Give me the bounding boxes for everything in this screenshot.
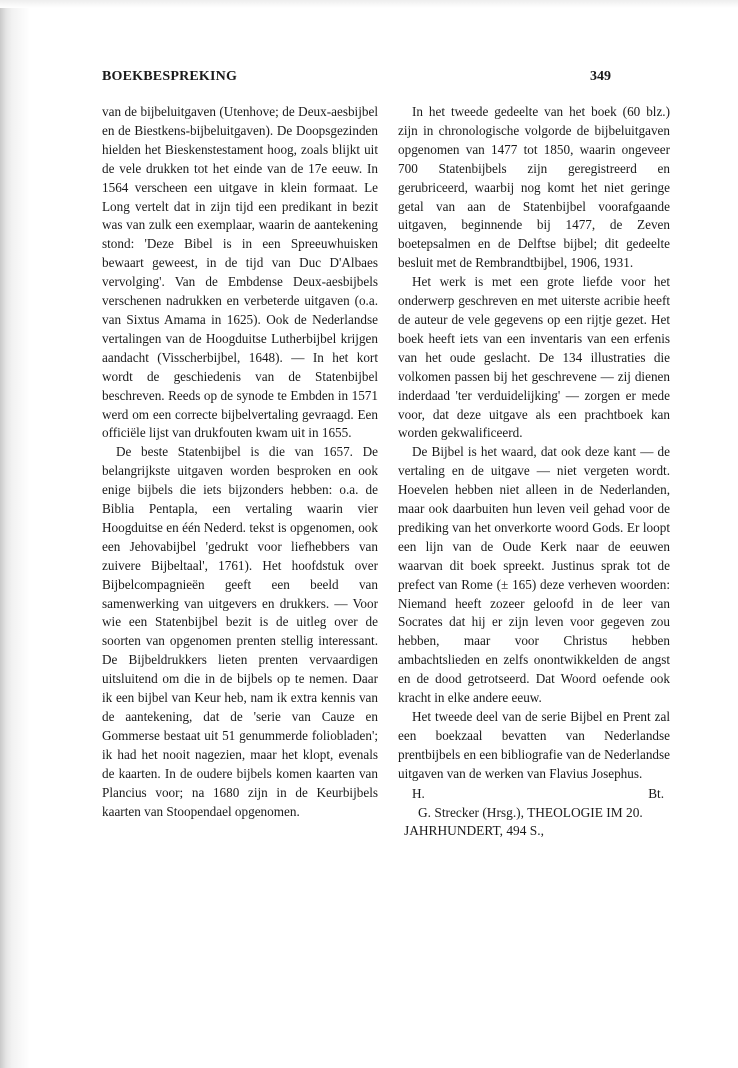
review-signature <box>398 784 670 804</box>
page-number: 349 <box>590 69 611 84</box>
paragraph: In het tweede gedeelte van het boek (60 blz.) zijn in chronologische volgorde de bijbeluitgaven opgenomen van 1477 tot 1850, waarin ongeveer 700 Statenbijbels zijn geregistreerd en gerubriceerd, waarbij nog komt het niet geringe getal van aan de Statenbijbel voorafgaande uitgaven, beginnende bij 1477, de Zeven boetepsalmen en de Delftse bijbel; dit gedeelte besluit met de Rembrandtbijbel, 1906, 1931. <box>398 104 670 271</box>
paragraph: Het werk is met een grote liefde voor het onderwerp geschreven en met uiterste acribie heeft de auteur de vele gegevens op een rijtje gezet. Het boek heeft iets van een inventaris van een erfenis van het oude geslacht. De 134 illustraties die volkomen passen bij het geschrevene — zij dienen inderdaad 'ter verduidelijking' — zorgen er mede voor, dat deze uitgave als een prachtboek kan worden gekwalificeerd. <box>398 274 670 441</box>
signature-author: Bt. <box>648 785 664 801</box>
paragraph: De Bijbel is het waard, dat ook deze kant — de vertaling en de uitgave — niet vergeten wordt. Hoevelen hebben niet alleen in de Nederlanden, maar ook daarbuiten hun leven veil gehad voor de prediking van het onverkorte woord Gods. Er loopt een lijn van de Oude Kerk naar de eeuwen waarvan dit boek spreekt. Justinus sprak tot de prefect van Rome (± 165) deze verheven woorden: Niemand heeft zozeer geloofd in de leer van Socrates dat hij er zijn leven voor gegeven zou hebben, maar voor Christus hebben ambachtslieden en zelfs onontwikkelden de angst en de dood getrotseerd. Dat Woord oefende ook kracht in elke andere eeuw. <box>398 444 670 706</box>
signature-initial: H. <box>412 785 425 801</box>
scan-shadow-top <box>0 0 738 8</box>
running-header-title: BOEKBESPREKING <box>102 69 238 84</box>
right-column <box>398 103 670 841</box>
next-review-heading: G. Strecker (Hrsg.), THEOLOGIE IM 20. JAHRHUNDERT, 494 S., <box>404 804 643 839</box>
paragraph: Het tweede deel van de serie Bijbel en Prent zal een boekzaal bevatten van Nederlandse prentbijbels en een bibliografie van de Nederlandse uitgaven van de werken van Flavius Josephus. <box>398 709 670 781</box>
left-column <box>102 103 378 821</box>
scan-shadow <box>0 0 34 1068</box>
paragraph: De beste Statenbijbel is die van 1657. De belangrijkste uitgaven worden besproken en ook enige bijbels die iets bijzonders hebben: o.a. de Biblia Pentapla, een vertaling waarin vier Hoogduitse en één Nederd. tekst is opgenomen, ook een Jehovabijbel 'gedrukt voor liefhebbers van zuivere Bijbeltaal', 1761). Het hoofdstuk over Bijbelcompagnieën geeft een beeld van samenwerking van uitgevers en drukkers. — Voor wie een Statenbijbel bezit is de uitleg over de soorten van opgenomen prenten stellig interessant. De Bijbeldrukkers lieten prenten vervaardigen uitsluitend om die in de bijbels op te nemen. Daar ik een bijbel van Keur heb, nam ik extra kennis van de aantekening, dat de 'serie van Cauze en Gommerse bestaat uit 51 genummerde foliobladen'; ik had het nooit nagezien, maar het klopt, evenals de kaarten. In de oudere bijbels komen kaarten van Plancius voor; na 1680 zijn in de Keurbijbels kaarten van Stoopendael opgenomen. <box>102 444 378 819</box>
paragraph: van de bijbeluitgaven (Utenhove; de Deux-aesbijbel en de Biestkens-bijbeluitgaven). De Doopsgezinden hielden het Bieskenstestament hoog, zoals blijkt uit de vele drukken tot het einde van de 17e eeuw. In 1564 verscheen een uitgave in klein formaat. Le Long vertelt dat in zijn tijd een predikant in bezit was van zulk een exemplaar, waarin de aantekening stond: 'Deze Bibel is in een Spreeuwhuisken bewaart geweest, in de tijd van Duc D'Albaes vervolging'. Van de Embdense Deux-aesbijbels verschenen nadrukken en verbeterde uitgaven (o.a. van Sixtus Amama in 1625). Ook de Nederlandse vertalingen van de Hoogduitse Lutherbijbel krijgen aandacht (Visscherbijbel, 1648). — In het kort wordt de geschiedenis van de Statenbijbel beschreven. Reeds op de synode te Embden in 1571 werd om een correcte bijbelvertaling gevraagd. Een officiële lijst van drukfouten kwam uit in 1655. <box>102 104 378 441</box>
